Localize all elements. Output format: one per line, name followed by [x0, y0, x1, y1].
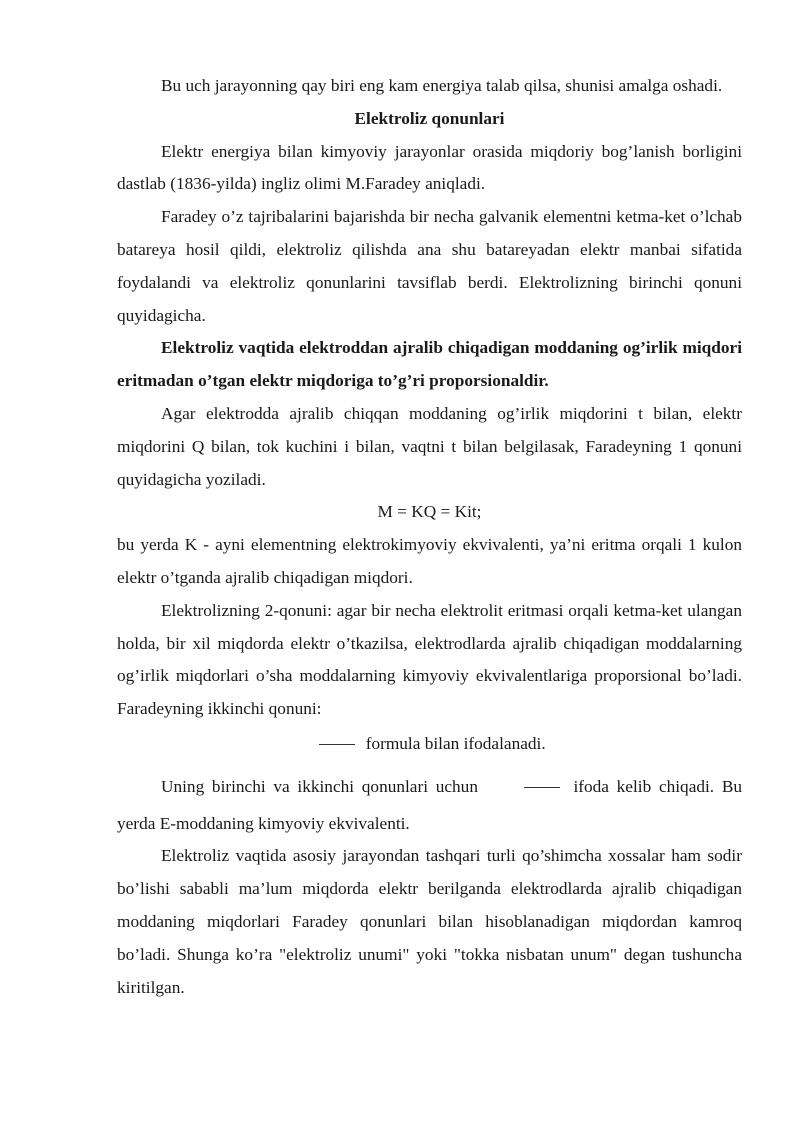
paragraph-faraday-experiments: Faradey o’z tajribalarini bajarishda bir necha galvanik elementni ketma-ket o’lchab batareya hosil qildi, elektroliz qilishda ana shu batareyadan elektr manbai sifatida foydalandi va elektroliz qonunlarini tavsiflab berdi. Elektrolizning birinchi qonuni quyidagicha. — [117, 207, 742, 325]
paragraph-k-definition: bu yerda K - ayni elementning elektrokimyoviy ekvivalenti, ya’ni eritma orqali 1 kulon elektr o’tganda ajralib chiqadigan miqdori. — [117, 535, 742, 587]
document-page — [117, 70, 742, 1004]
formula-second-law-caption: formula bilan ifodalanadi. — [365, 733, 546, 753]
spacer — [117, 761, 742, 771]
paragraph-first-law-statement: Elektroliz vaqtida elektroddan ajralib chiqadigan moddaning og’irlik miqdori eritmadan o’tgan elektr miqdoriga to’g’ri proporsionaldir. — [117, 338, 742, 391]
paragraph-first-law-notation: Agar elektrodda ajralib chiqqan moddaning og’irlik miqdorini t bilan, elektr miqdorini Q bilan, tok kuchini i bilan, vaqtni t bilan belgilasak, Faradeyning 1 qonuni quyidagicha yoziladi. — [117, 403, 742, 489]
paragraph-combined-law — [117, 771, 742, 804]
formula-second-law-line — [117, 728, 742, 761]
combined-law-mid: ifoda kelib chiqadi. Bu — [573, 776, 743, 796]
paragraph-second-law: Elektrolizning 2-qonuni: agar bir necha elektrolit eritmasi orqali ketma-ket ulangan holda, bir xil miqdorda elektr o’tkazilsa, elektrodlarda ajralib chiqadigan moddalarning og’irlik miqdorlari o’sha moddalarning kimyoviy ekvivalentlariga proporsional bo’ladi. Faradeyning ikkinchi qonuni: — [117, 600, 742, 719]
combined-law-start: Uning birinchi va ikkinchi qonunlari uchun — [161, 776, 478, 796]
paragraph-current-efficiency: Elektroliz vaqtida asosiy jarayondan tashqari turli qo’shimcha xossalar ham sodir bo’lishi sababli ma’lum miqdorda elektr berilganda elektrodlarda ajralib chiqadigan moddaning miqdorlari Faradey qonunlari bilan hisoblanadigan miqdordan kamroq bo’ladi. Shunga ko’ra "elektroliz unumi" yoki "tokka nisbatan unum" degan tushuncha kiritilgan. — [117, 846, 742, 997]
paragraph-intro: Bu uch jarayonning qay biri eng kam energiya talab qilsa, shunisi amalga oshadi. — [161, 76, 723, 95]
paragraph-e-definition: yerda E-moddaning kimyoviy ekvivalenti. — [117, 813, 410, 833]
formula-placeholder-combined — [524, 787, 560, 788]
formula-placeholder — [319, 744, 355, 745]
paragraph-faraday-discovery: Elektr energiya bilan kimyoviy jarayonlar orasida miqdoriy bog’lanish borligini dastlab (1836-yilda) ingliz olimi M.Faradey aniqladi. — [117, 141, 742, 194]
section-heading: Elektroliz qonunlari — [354, 108, 505, 128]
formula-first-law: M = KQ = Kit; — [377, 502, 482, 522]
